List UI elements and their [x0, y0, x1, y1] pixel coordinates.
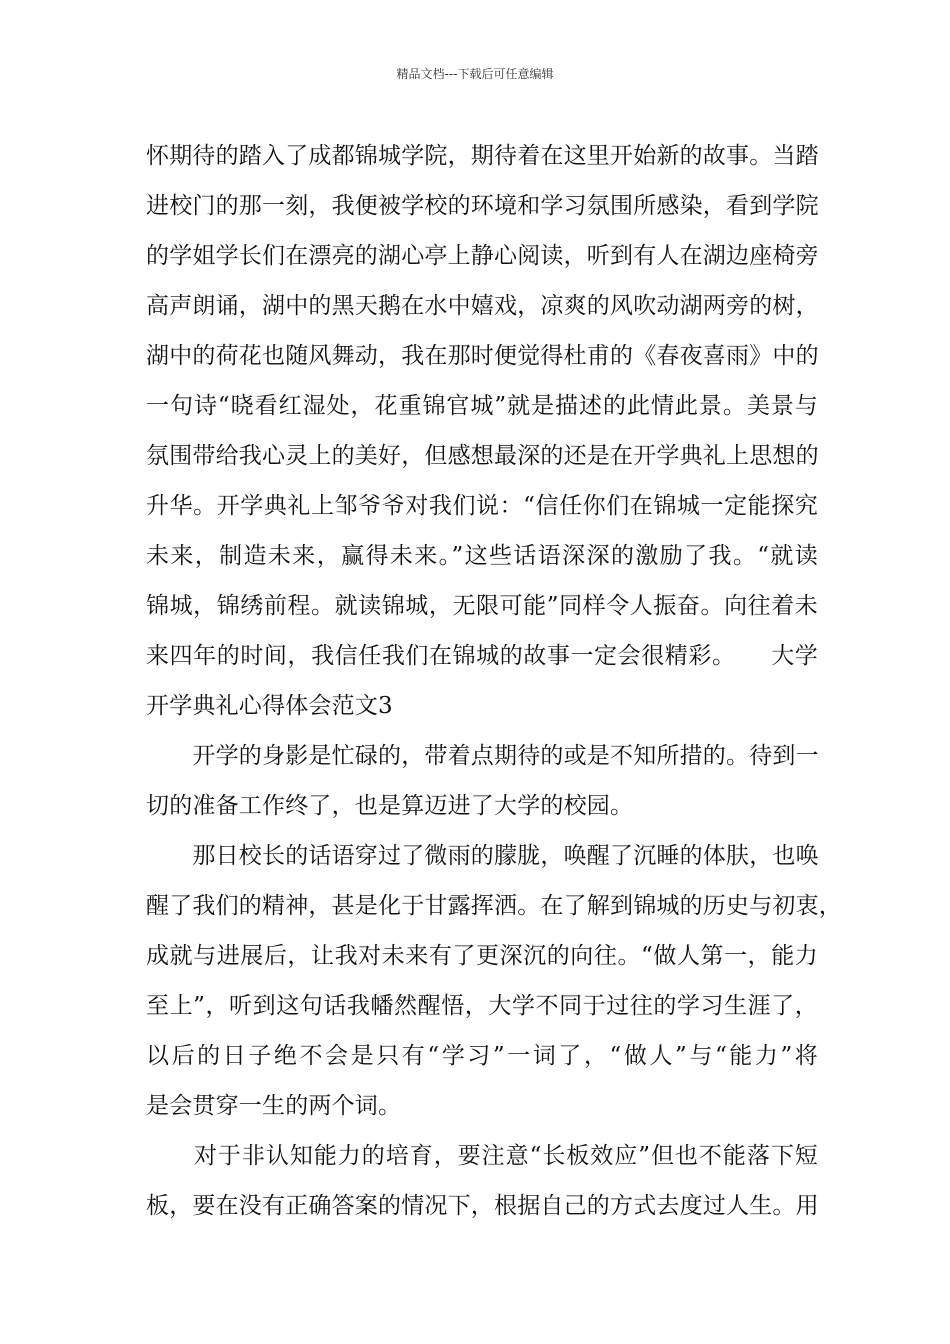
- text-line: 板，要在没有正确答案的情况下，根据自己的方式去度过人生。用: [146, 1193, 819, 1219]
- paragraph-start-line: 对于非认知能力的培育，要注意“长板效应”但也不能落下短: [146, 1143, 818, 1169]
- text-line: 成就与进展后，让我对未来有了更深沉的向往。“做人第一，能力: [146, 943, 818, 969]
- text-line: 以后的日子绝不会是只有“学习”一词了，“做人”与“能力”将: [146, 1043, 818, 1069]
- text-line: 来四年的时间，我信任我们在锦城的故事一定会很精彩。 大学: [146, 643, 818, 669]
- page-header: 精品文档---下载后可任意编辑: [396, 67, 554, 81]
- text-line: 进校门的那一刻，我便被学校的环境和学习氛围所感染，看到学院: [146, 193, 819, 219]
- text-line: 一句诗“晓看红湿处，花重锦官城”就是描述的此情此景。美景与: [146, 393, 818, 419]
- text-line: 未来，制造未来，赢得未来。”这些话语深深的激励了我。“就读: [146, 543, 818, 569]
- text-line: 醒了我们的精神，甚是化于甘露挥洒。在了解到锦城的历史与初衷，: [146, 893, 842, 919]
- text-line: 锦城，锦绣前程。就读锦城，无限可能”同样令人振奋。向往着未: [146, 593, 818, 619]
- text-line: 氛围带给我心灵上的美好，但感想最深的还是在开学典礼上思想的: [146, 443, 819, 469]
- paragraph-start-line: 开学的身影是忙碌的，带着点期待的或是不知所措的。待到一: [146, 743, 819, 769]
- text-line: 湖中的荷花也随风舞动，我在那时便觉得杜甫的《春夜喜雨》中的: [146, 343, 819, 369]
- text-line: 至上”，听到这句话我幡然醒悟，大学不同于过往的学习生涯了，: [146, 993, 818, 1019]
- text-line: 的学姐学长们在漂亮的湖心亭上静心阅读，听到有人在湖边座椅旁: [146, 243, 819, 269]
- text-line: 升华。开学典礼上邹爷爷对我们说：“信任你们在锦城一定能探究: [146, 493, 818, 519]
- document-body: [146, 131, 842, 1231]
- text-line: 切的准备工作终了，也是算迈进了大学的校园。: [146, 793, 634, 819]
- section-title-line: 开学典礼心得体会范文3: [146, 693, 393, 719]
- text-line: 怀期待的踏入了成都锦城学院，期待着在这里开始新的故事。当踏: [146, 143, 819, 169]
- text-line: 高声朗诵，湖中的黑天鹅在水中嬉戏，凉爽的风吹动湖两旁的树，: [146, 293, 819, 319]
- paragraph-start-line: 那日校长的话语穿过了微雨的朦胧，唤醒了沉睡的体肤，也唤: [146, 843, 819, 869]
- text-line: 是会贯穿一生的两个词。: [146, 1093, 402, 1119]
